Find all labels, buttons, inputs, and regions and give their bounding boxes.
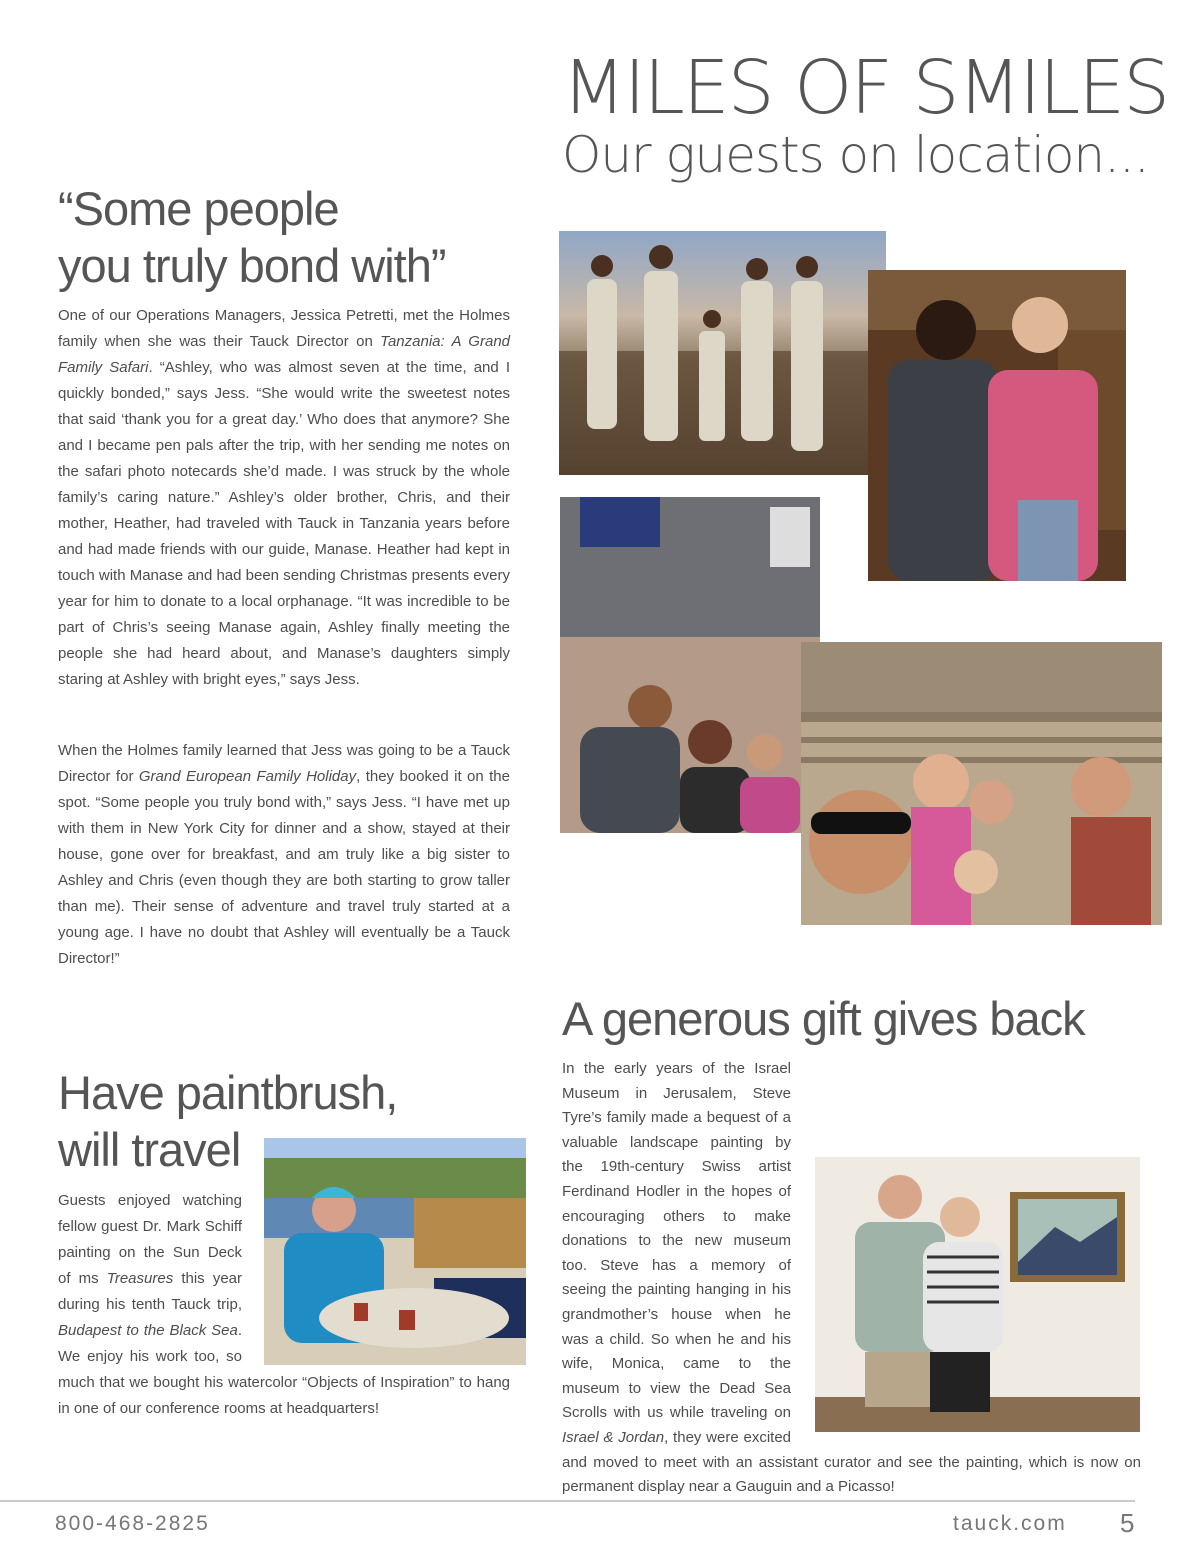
page-number: 5 <box>1120 1508 1137 1538</box>
story1-title-line2: you truly bond with” <box>58 239 446 292</box>
story1-title <box>58 180 518 294</box>
story1-title-line1: “Some people <box>58 182 339 235</box>
footer-website-link[interactable]: tauck.com <box>953 1512 1067 1535</box>
photo-guide-and-teen <box>868 270 1126 581</box>
photo-new-york-street <box>560 497 820 833</box>
story2-title-line1: Have paintbrush, <box>58 1066 398 1119</box>
story2-title-line2: will travel <box>58 1123 241 1176</box>
masthead-subtitle: Our guests on location... <box>562 126 1149 184</box>
story2-body: Guests enjoyed watching fellow guest Dr. Mark Schiff painting on the Sun Deck of ms Treasures this year during his tenth Tauck trip, Budapest to the Black Sea. We enjoy his work too, so much that we bought his watercolor “Objects of Inspiration” to hang in one of our conference rooms at headquarters! <box>58 1192 510 1417</box>
masthead-title: MILES OF SMILES <box>562 45 1169 131</box>
story3-body: In the early years of the Israel Museum in Jerusalem, Steve Tyre’s family made a bequest of a valuable landscape painting by the 19th-century Swiss artist Ferdinand Hodler in the hopes of encouraging others to make donations to the new museum too. Steve has a memory of seeing the painting hanging in his grandmother’s house when he was a child. So when he and his wife, Monica, came to the museum to view the Dead Sea Scrolls with us while traveling on Israel & Jordan, they were excited and moved to meet with an assistant curator and see the painting, which is now on permanent display near a Gauguin and a Picasso! <box>562 1060 1141 1496</box>
story3-title: A generous gift gives back <box>562 992 1085 1045</box>
photo-safari-group <box>559 231 886 475</box>
footer-phone: 800-468-2825 <box>55 1512 210 1535</box>
footer-rule <box>0 1500 1135 1502</box>
story1-paragraph-1: One of our Operations Managers, Jessica Petretti, met the Holmes family when she was their Tauck Director on Tanzania: A Grand Family Safari. “Ashley, who was almost seven at the time, and I quickly bonded,” says Jess. “She would write the sweetest notes that said ‘thank you for a great day.’ Who does that anymore? She and I became pen pals after the trip, with her sending me notes on the safari photo notecards she’d made. I was struck by the whole family’s caring nature.” Ashley’s older brother, Chris, and their mother, Heather, had traveled with Tauck in Tanzania years before and had made friends with our guide, Manase. Heather had kept in touch with Manase and had been sending Christmas presents every year for him to donate to a local orphanage. “It was incredible to be part of Chris’s seeing Manase again, Ashley finally meeting the people she had heard about, and Manase’s daughters simply staring at Ashley with bright eyes,” says Jess. <box>58 307 510 688</box>
story1-paragraph-2: When the Holmes family learned that Jess was going to be a Tauck Director for Grand European Family Holiday, they booked it on the spot. “Some people you truly bond with,” says Jess. “I have met up with them in New York City for dinner and a show, stayed at their house, gone over for breakfast, and am truly like a big sister to Ashley and Chris (even though they are both starting to grow taller than me). Their sense of adventure and travel truly started at a young age. I have no doubt that Ashley will eventually be a Tauck Director!” <box>58 742 510 967</box>
photo-colosseum-selfie <box>801 642 1162 925</box>
